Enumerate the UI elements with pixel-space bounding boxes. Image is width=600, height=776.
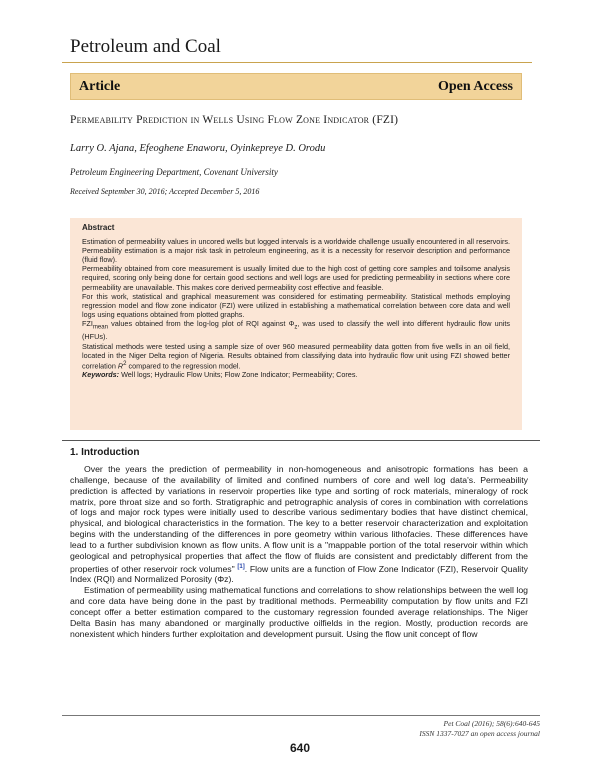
abstract-paragraph <box>82 319 510 342</box>
abstract-text: Statistical methods were tested using a sample size of over 960 measured permeability data gotten from five wells in an oil field, located in the Niger Delta region of Nigeria. Results obtained from classifying data into hydraulic flow unit using FZI showed better correlation <box>82 341 510 371</box>
keywords-label: Keywords: <box>82 370 120 380</box>
footer-divider <box>62 715 540 716</box>
article-banner <box>70 73 522 100</box>
keywords-line <box>82 370 510 379</box>
article-type-label: Article <box>79 78 121 94</box>
journal-title: Petroleum and Coal <box>70 36 221 57</box>
body-text: . Flow units are a function of Flow Zone Indicator (FZI), Reservoir Quality Index (RQI) and Normalized Porosity (Φz). <box>70 563 528 585</box>
introduction-body <box>70 464 528 639</box>
abstract-heading: Abstract <box>82 223 115 232</box>
introduction-heading: 1. Introduction <box>70 447 140 458</box>
abstract-paragraph: Estimation of permeability values in uncored wells but logged intervals is a worldwide challenge usually encountered in all reservoirs. Permeability estimation is a major risk task in petroleum engineering, as it is a necessity for reservoir description and performance (fluid flow). <box>82 237 510 265</box>
body-text: Over the years the prediction of permeability in non-homogeneous and anisotropic formations has been a challenge, because of the availability of limited and confined numbers of core and well log data's. Permeability prediction is affected by variations in reservoir properties like type and sorting of rock materials, mineralogy of rock matrix, pore throat size and so forth. Stratigraphic and petrographic analysis of cores in combination with correlations of logs and major rock types were initially used to describe various sedimentary bodies that have distinct chemical, physical, and biological characteristics in the formation. The key to a better reservoir characterization and exploitation begins with the understanding of the differences in pore geometry within various lithofacies. These differences have lead to a further subdivision known as flow units. A flow unit is a "mappable portion of the total reservoir within which geological and petrophysical properties that affect the flow of fluids are consistent and predictably different from the properties of other reservoir rock volumes" <box>70 464 528 574</box>
abstract-paragraph: Permeability obtained from core measurement is usually limited due to the high cost of getting core samples and toilsome analysis required, scoring only being done for certain good sections and well logs are used for predicting permeability in sections where core permeability are unavailable. This makes core derived permeability cost effective and feasible. <box>82 264 510 292</box>
author-list: Larry O. Ajana, Efeoghene Enaworu, Oyinkepreye D. Orodu <box>70 143 326 154</box>
abstract-text: , was used to classify the well into different hydraulic flow units (HFUs). <box>82 318 510 342</box>
r-squared: R <box>117 361 124 371</box>
section-divider <box>62 440 540 441</box>
abstract-box <box>70 218 522 430</box>
affiliation: Petroleum Engineering Department, Covenant University <box>70 167 278 177</box>
page-number: 640 <box>289 741 311 755</box>
body-paragraph <box>70 464 528 585</box>
abstract-paragraph: For this work, statistical and graphical measurement was considered for estimating permeability. Statistical methods employing regression model and flow zone indicator (FZI) were utilized in establishing a mathematical correlation between core data and well logs using equations obtained from plotted graphs. <box>82 291 510 319</box>
body-paragraph: Estimation of permeability using mathematical functions and correlations to show relationships between the well log and core data have being done in the past by traditional methods. Permeability computation by flow units and FZI concept offer a better estimation compared to the customary regression founded average relationships. The Niger Delta Basin has many abandoned or marginally productive oilfields in the region. Mostly, production records are nonexistent which hinders further exploitation and development pursuit. Using the flow unit concept of flow <box>70 585 528 639</box>
keywords: Well logs; Hydraulic Flow Units; Flow Zone Indicator; Permeability; Cores. <box>121 370 358 380</box>
paper-title: Permeability Prediction in Wells Using Flow Zone Indicator (FZI) <box>70 114 399 126</box>
phi-subscript: z <box>294 324 298 331</box>
open-access-label: Open Access <box>437 78 513 94</box>
submission-dates: Received September 30, 2016; Accepted December 5, 2016 <box>70 187 260 196</box>
abstract-text: compared to the regression model. <box>126 361 241 371</box>
footer-issn: ISSN 1337-7027 an open access journal <box>419 729 540 738</box>
citation-link[interactable]: [1] <box>237 563 245 570</box>
abstract-text: values obtained from the log-log plot of RQI against Φ <box>107 318 295 328</box>
abstract-paragraph <box>82 342 510 371</box>
r-squared-exponent: 2 <box>123 360 127 367</box>
footer-citation: Pet Coal (2016); 58(6):640-645 <box>443 719 540 728</box>
fzi-term: FZI <box>82 318 93 328</box>
footer <box>419 719 540 739</box>
header-divider <box>62 62 532 63</box>
fzi-subscript: mean <box>92 324 108 331</box>
